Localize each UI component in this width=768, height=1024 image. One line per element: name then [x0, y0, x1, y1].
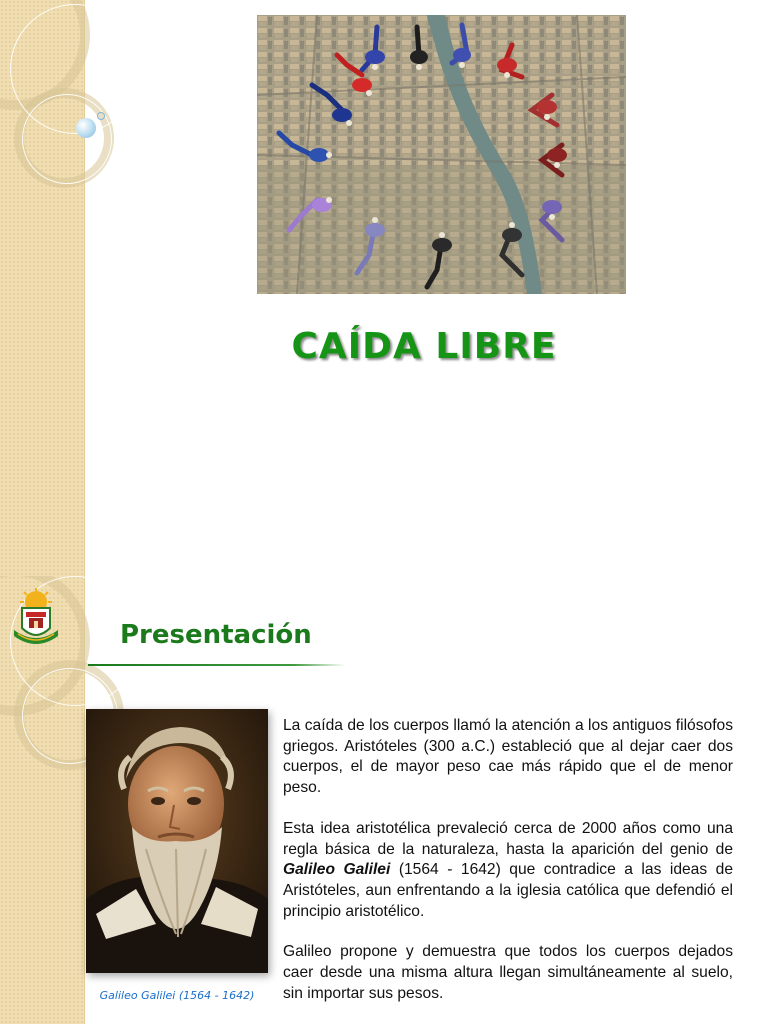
section-heading: Presentación	[120, 620, 312, 650]
main-title	[0, 326, 768, 367]
paragraph-2	[283, 819, 733, 923]
heading-underline	[88, 664, 345, 666]
paragraph-3: Galileo propone y demuestra que todos los cuerpos dejados caer desde una misma altura llegan simultáneamente al suelo, sin importar sus pesos.	[283, 943, 733, 1002]
bubble-icon	[76, 118, 96, 138]
decorative-sidebar	[0, 0, 85, 576]
decorative-arc	[22, 94, 112, 184]
main-title-text: CAÍDA LIBRE	[291, 326, 557, 367]
galileo-portrait	[86, 709, 268, 973]
bubble-icon	[97, 112, 105, 120]
school-crest-icon	[10, 588, 62, 650]
paragraph-2-rest: (1564 - 1642) que contradice a las ideas de Aristóteles, aun enfrentando a la iglesia católica que defendió el principio aristotélico.	[283, 861, 733, 920]
skydivers-photo	[257, 15, 626, 294]
paragraph-2-intro: Esta idea aristotélica prevaleció cerca de 2000 años como una regla básica de la naturaleza, hasta la aparición del genio de	[283, 819, 733, 858]
galileo-name: Galileo Galilei	[283, 861, 391, 879]
portrait-caption: Galileo Galilei (1564 - 1642)	[99, 989, 255, 1002]
slide-presentacion	[0, 576, 768, 1024]
paragraph-1: La caída de los cuerpos llamó la atención a los antiguos filósofos griegos. Aristóteles (300 a.C.) estableció que al dejar caer dos cuerpos, el de mayor peso cae más rápido que el de menor peso.	[283, 717, 733, 797]
presentation-body	[283, 716, 733, 1024]
